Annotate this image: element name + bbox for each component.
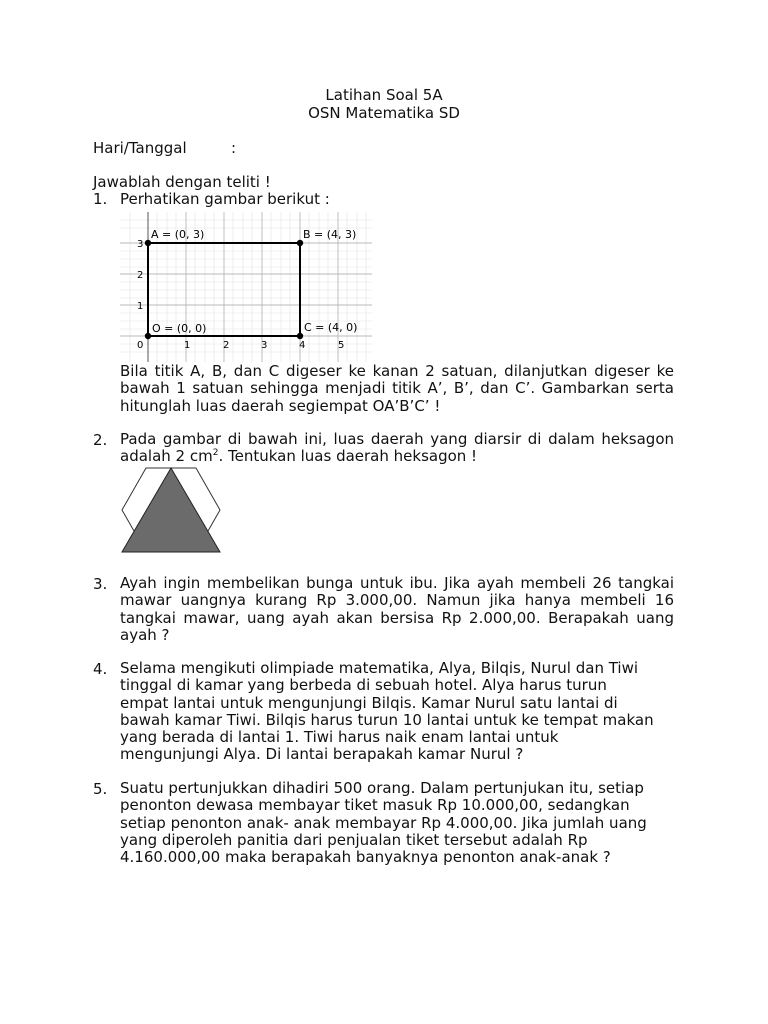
question-2-text	[120, 431, 674, 466]
question-5-number: 5.	[93, 780, 108, 798]
hexagon-figure	[118, 466, 224, 554]
date-label: Hari/Tanggal	[93, 139, 187, 157]
page-title: Latihan Soal 5A	[325, 86, 443, 104]
question-2-text-end: . Tentukan luas daerah heksagon !	[218, 447, 478, 466]
question-4-line: bawah kamar Tiwi. Bilqis harus turun 10 lantai untuk ke tempat makan	[120, 710, 654, 729]
question-5-line: yang diperoleh panitia dari penjualan tiket tersebut adalah Rp	[120, 830, 588, 849]
point-a-label: A = (0, 3)	[151, 228, 205, 241]
question-4-line: tinggal di kamar yang berbeda di sebuah hotel. Alya harus turun	[120, 676, 607, 695]
instruction: Jawablah dengan teliti !	[93, 173, 271, 191]
x-tick-0: 0	[137, 340, 144, 351]
question-2-number: 2.	[93, 431, 108, 449]
question-4-line: mengunjungi Alya. Di lantai berapakah kamar Nurul ?	[120, 745, 524, 764]
question-5-line: 4.160.000,00 maka berapakah banyaknya penonton anak-anak ?	[120, 848, 611, 867]
question-4-line: Selama mengikuti olimpiade matematika, Alya, Bilqis, Nurul dan Tiwi	[120, 659, 639, 677]
x-tick-1: 1	[184, 340, 191, 351]
page-subtitle: OSN Matematika SD	[308, 104, 460, 122]
question-4-line: empat lantai untuk mengunjungi Bilqis. Kamar Nurul satu lantai di	[120, 693, 618, 712]
question-5-text	[120, 780, 674, 866]
question-1-number: 1.	[93, 190, 108, 208]
question-3-text: Ayah ingin membelikan bunga untuk ibu. Jika ayah membeli 26 tangkai mawar uangnya kurang Rp 3.000,00. Namun jika hanya membeli 16 tangkai mawar, uang ayah akan bersisa Rp 2.000,00. Berapakah uang ayah ?	[120, 574, 674, 644]
point-b-label: B = (4, 3)	[303, 228, 357, 241]
question-1-text: Bila titik A, B, dan C digeser ke kanan 2 satuan, dilanjutkan digeser ke bawah 1 satuan sehingga menjadi titik A’, B’, dan C’. Gambarkan serta hitunglah luas daerah segiempat OA’B’C’ !	[120, 362, 674, 415]
point-c-marker	[297, 333, 303, 339]
coordinate-grid-figure	[120, 212, 372, 362]
date-colon: :	[231, 139, 237, 157]
question-5-line: setiap penonton anak- anak membayar Rp 4.000,00. Jika jumlah uang	[120, 813, 647, 832]
question-4-number: 4.	[93, 660, 108, 678]
point-o-marker	[145, 333, 151, 339]
question-3-number: 3.	[93, 575, 108, 593]
x-tick-5: 5	[338, 340, 345, 351]
y-tick-2: 2	[137, 270, 144, 281]
question-1-intro: Perhatikan gambar berikut :	[120, 190, 330, 208]
y-tick-3: 3	[137, 239, 144, 250]
x-tick-3: 3	[261, 340, 268, 351]
question-5-line: Suatu pertunjukkan dihadiri 500 orang. Dalam pertunjukan itu, setiap	[120, 779, 644, 797]
question-2-text-main: Pada gambar di bawah ini, luas daerah yang diarsir di dalam heksagon adalah 2 cm	[120, 430, 674, 466]
question-4-text	[120, 660, 674, 764]
question-5-line: penonton dewasa membayar tiket masuk Rp 10.000,00, sedangkan	[120, 796, 630, 815]
point-c-label: C = (4, 0)	[304, 321, 358, 334]
y-tick-1: 1	[137, 301, 144, 312]
point-o-label: O = (0, 0)	[152, 322, 207, 335]
question-4-line: yang berada di lantai 1. Tiwi harus naik enam lantai untuk	[120, 728, 559, 747]
x-tick-2: 2	[223, 340, 230, 351]
question-2-superscript: 2	[212, 448, 219, 459]
x-tick-4: 4	[299, 340, 306, 351]
